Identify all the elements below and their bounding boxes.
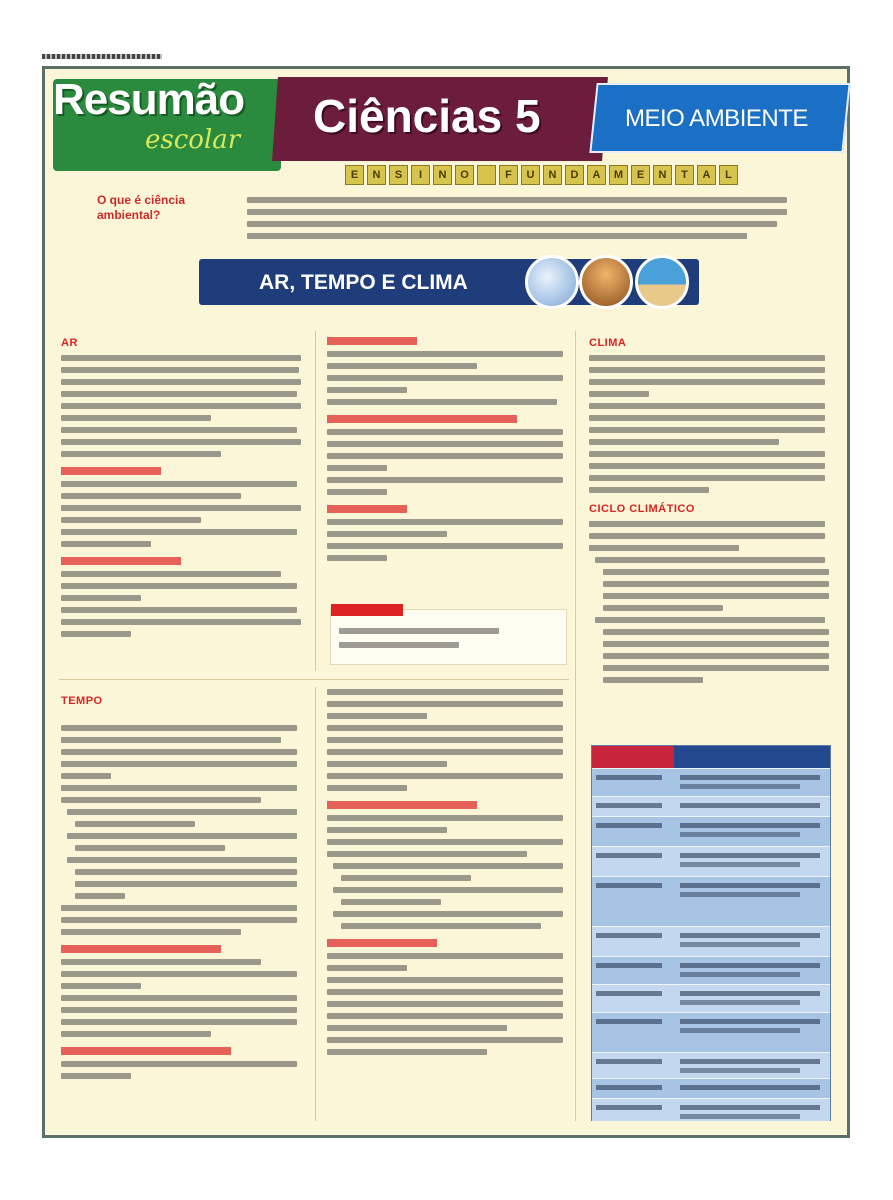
text-line <box>589 463 825 469</box>
text-line <box>61 517 201 523</box>
text-line <box>247 221 777 227</box>
text-line <box>327 399 557 405</box>
text-line <box>327 701 563 707</box>
text-line <box>67 857 297 863</box>
climate-table <box>591 745 831 1121</box>
cloud-photo <box>525 255 579 309</box>
level-tile: E <box>631 165 650 185</box>
text-line <box>603 665 829 671</box>
text-line <box>327 555 387 561</box>
text-line <box>61 493 241 499</box>
text-line <box>595 557 825 563</box>
text-line <box>341 899 441 905</box>
text-line <box>61 1031 211 1037</box>
note-label <box>331 604 403 616</box>
column-clima <box>589 327 829 689</box>
text-line <box>61 797 261 803</box>
subheading-mark <box>61 1047 231 1055</box>
text-line <box>327 1049 487 1055</box>
text-line <box>327 773 563 779</box>
text-line <box>327 477 563 483</box>
text-line <box>61 391 297 397</box>
level-tile: T <box>675 165 694 185</box>
text-line <box>61 749 297 755</box>
text-line <box>61 367 299 373</box>
level-tile: S <box>389 165 408 185</box>
text-line <box>589 427 825 433</box>
text-line <box>67 809 297 815</box>
column-ar <box>61 327 305 643</box>
section-heading: AR <box>61 337 78 349</box>
topic-title: MEIO AMBIENTE <box>625 105 808 132</box>
column-divider <box>315 687 316 1121</box>
table-row <box>592 876 830 927</box>
intro-question: O que é ciência ambiental? <box>97 193 186 222</box>
text-line <box>333 911 563 917</box>
text-line <box>75 869 297 875</box>
text-line <box>61 595 141 601</box>
text-line <box>589 451 825 457</box>
text-line <box>61 917 297 923</box>
text-line <box>589 487 709 493</box>
note-box <box>330 609 567 665</box>
text-line <box>327 785 407 791</box>
text-line <box>61 971 297 977</box>
text-line <box>61 439 301 445</box>
text-line <box>589 533 825 539</box>
text-line <box>327 519 563 525</box>
text-line <box>327 387 407 393</box>
text-line <box>589 521 825 527</box>
text-line <box>327 531 447 537</box>
table-row <box>592 956 830 985</box>
text-line <box>603 569 829 575</box>
brand-subtitle: escolar <box>145 125 241 155</box>
column-divider <box>575 331 576 1121</box>
text-line <box>327 1037 563 1043</box>
level-tile: N <box>367 165 386 185</box>
text-line <box>327 749 563 755</box>
text-line <box>327 965 407 971</box>
brand-title: Resumão <box>53 75 245 124</box>
subheading-mark <box>327 415 517 423</box>
level-tile: N <box>433 165 452 185</box>
level-tile: M <box>609 165 628 185</box>
text-line <box>61 773 111 779</box>
text-line <box>61 785 297 791</box>
text-line <box>327 1013 563 1019</box>
subheading-mark <box>327 505 407 513</box>
text-line <box>75 893 125 899</box>
subheading-mark <box>327 939 437 947</box>
table-row <box>592 768 830 797</box>
desert-photo <box>579 255 633 309</box>
subheading-mark <box>61 557 181 565</box>
subheading-mark <box>327 801 477 809</box>
text-line <box>589 439 779 445</box>
table-row <box>592 796 830 817</box>
text-line <box>327 351 563 357</box>
text-line <box>327 1001 563 1007</box>
text-line <box>327 453 563 459</box>
subject-title: Ciências 5 <box>313 90 541 142</box>
text-line <box>339 642 459 648</box>
text-line <box>603 641 829 647</box>
text-line <box>247 209 787 215</box>
text-line <box>603 605 723 611</box>
text-line <box>61 607 297 613</box>
text-line <box>339 628 499 634</box>
table-row <box>592 926 830 957</box>
section-heading: CICLO CLIMÁTICO <box>589 503 695 515</box>
top-edge-print-mark <box>42 54 162 59</box>
text-line <box>327 725 563 731</box>
text-line <box>61 529 297 535</box>
text-line <box>327 713 427 719</box>
text-line <box>61 1061 297 1067</box>
level-tile: I <box>411 165 430 185</box>
level-tile: O <box>455 165 474 185</box>
text-line <box>327 839 563 845</box>
table-header-cell <box>592 746 674 768</box>
text-line <box>61 995 297 1001</box>
table-row <box>592 846 830 877</box>
table-row <box>592 1012 830 1053</box>
text-line <box>61 355 301 361</box>
text-line <box>327 815 563 821</box>
text-line <box>603 677 703 683</box>
text-line <box>61 1073 131 1079</box>
text-line <box>247 197 787 203</box>
text-line <box>61 541 151 547</box>
text-line <box>589 475 825 481</box>
column-middle-upper <box>327 327 567 567</box>
text-line <box>333 887 563 893</box>
text-line <box>61 737 281 743</box>
text-line <box>327 689 563 695</box>
table-header-cell <box>674 746 830 768</box>
text-line <box>327 953 563 959</box>
text-line <box>61 905 297 911</box>
text-line <box>61 427 297 433</box>
text-line <box>61 451 221 457</box>
text-line <box>603 653 829 659</box>
table-row <box>592 1078 830 1099</box>
subheading-mark <box>327 337 417 345</box>
text-line <box>589 545 739 551</box>
text-line <box>61 1019 297 1025</box>
text-line <box>61 583 297 589</box>
level-tile <box>477 165 496 185</box>
text-line <box>603 593 829 599</box>
column-divider <box>315 331 316 671</box>
text-line <box>247 233 747 239</box>
text-line <box>61 761 297 767</box>
text-line <box>61 415 211 421</box>
level-tiles <box>345 165 775 183</box>
text-line <box>61 983 141 989</box>
section-heading: CLIMA <box>589 337 627 349</box>
table-row <box>592 1098 830 1121</box>
row-divider <box>59 679 569 680</box>
text-line <box>61 403 301 409</box>
text-line <box>589 379 825 385</box>
text-line <box>61 379 301 385</box>
text-line <box>75 821 195 827</box>
beach-photo <box>635 255 689 309</box>
section-heading: TEMPO <box>61 695 103 707</box>
text-line <box>61 725 297 731</box>
text-line <box>327 1025 507 1031</box>
level-tile: L <box>719 165 738 185</box>
text-line <box>327 375 563 381</box>
text-line <box>327 851 527 857</box>
text-line <box>327 363 477 369</box>
text-line <box>595 617 825 623</box>
text-line <box>75 881 297 887</box>
text-line <box>61 505 301 511</box>
level-tile: D <box>565 165 584 185</box>
level-tile: N <box>543 165 562 185</box>
text-line <box>327 989 563 995</box>
text-line <box>341 875 471 881</box>
column-tempo <box>61 685 305 1085</box>
text-line <box>327 441 563 447</box>
study-sheet <box>42 66 850 1138</box>
text-line <box>61 631 131 637</box>
subheading-mark <box>61 945 221 953</box>
level-tile: A <box>697 165 716 185</box>
text-line <box>61 929 241 935</box>
text-line <box>61 571 281 577</box>
text-line <box>327 543 563 549</box>
text-line <box>327 465 387 471</box>
text-line <box>61 481 297 487</box>
text-line <box>327 737 563 743</box>
subheading-mark <box>61 467 161 475</box>
text-line <box>327 977 563 983</box>
banner-title: AR, TEMPO E CLIMA <box>259 271 468 294</box>
text-line <box>341 923 541 929</box>
text-line <box>61 959 261 965</box>
text-line <box>327 827 447 833</box>
table-row <box>592 1052 830 1079</box>
level-tile: F <box>499 165 518 185</box>
level-tile: A <box>587 165 606 185</box>
intro-paragraph <box>247 197 807 245</box>
text-line <box>67 833 297 839</box>
column-middle-lower <box>327 689 567 1061</box>
text-line <box>589 415 825 421</box>
text-line <box>603 629 829 635</box>
text-line <box>327 761 447 767</box>
text-line <box>603 581 829 587</box>
level-tile: N <box>653 165 672 185</box>
text-line <box>327 489 387 495</box>
text-line <box>333 863 563 869</box>
text-line <box>61 619 301 625</box>
level-tile: E <box>345 165 364 185</box>
table-row <box>592 816 830 847</box>
level-tile: U <box>521 165 540 185</box>
text-line <box>589 391 649 397</box>
text-line <box>589 403 825 409</box>
text-line <box>589 355 825 361</box>
text-line <box>61 1007 297 1013</box>
text-line <box>327 429 563 435</box>
text-line <box>75 845 225 851</box>
table-row <box>592 984 830 1013</box>
text-line <box>589 367 825 373</box>
